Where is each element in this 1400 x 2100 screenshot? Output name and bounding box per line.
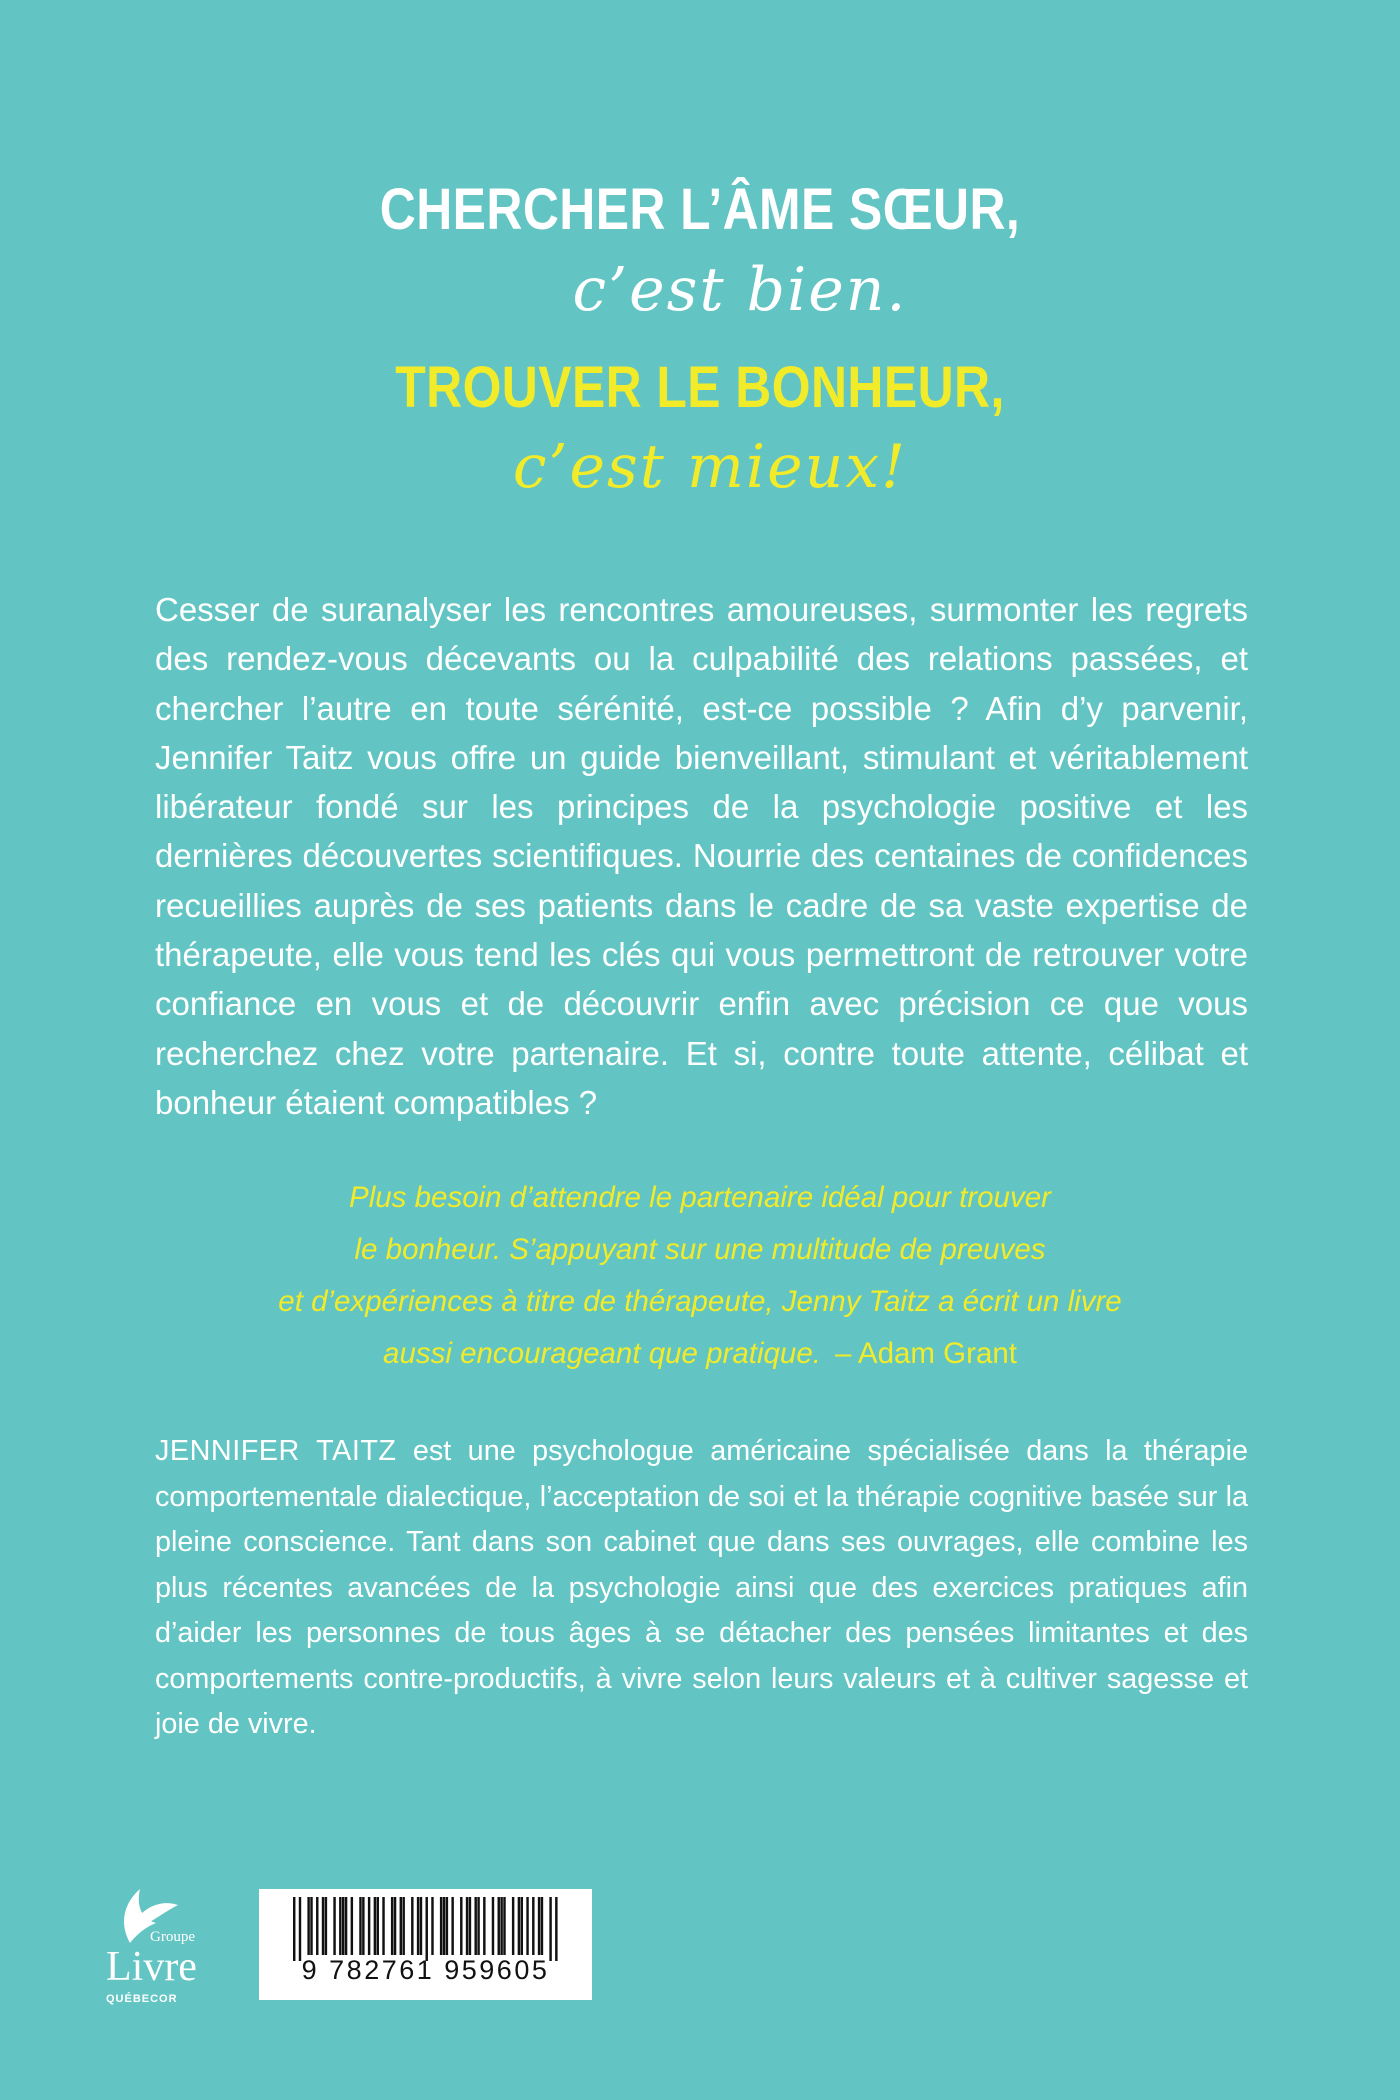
quote-author: – Adam Grant	[834, 1337, 1017, 1370]
barcode-bar	[374, 1897, 376, 1955]
barcode-bar	[446, 1897, 448, 1955]
barcode-bar	[299, 1897, 301, 1961]
barcode-bar	[426, 1897, 428, 1961]
endorsement-quote	[0, 1172, 1400, 1380]
barcode-bar	[541, 1897, 543, 1955]
headline-line-4: c’est mieux!	[512, 432, 908, 502]
barcode-bar	[503, 1897, 505, 1955]
barcode-bar	[492, 1897, 494, 1955]
headline-line-2: c’est bien.	[572, 255, 908, 325]
quote-line: le bonheur. S’appuyant sur une multitude de preuves	[354, 1233, 1046, 1266]
barcode-bar	[402, 1897, 404, 1955]
barcode-bar	[339, 1897, 341, 1955]
publisher-logo	[92, 1885, 232, 2015]
barcode-bar	[555, 1897, 557, 1961]
barcode-bar	[420, 1897, 422, 1955]
author-bio	[155, 1429, 1248, 1748]
barcode-bar	[532, 1897, 534, 1955]
quote-line: Plus besoin d’attendre le partenaire idéal pour trouver	[349, 1181, 1051, 1214]
barcode-bar	[293, 1897, 295, 1961]
logo-groupe-text: Groupe	[150, 1929, 195, 1945]
barcode-bar	[477, 1897, 479, 1955]
barcode-bar	[500, 1897, 502, 1955]
barcode-bar	[359, 1897, 361, 1955]
book-description: Cesser de suranalyser les rencontres amoureuses, surmonter les regrets des rendez-vous décevants ou la culpabilité des relations passées, et chercher l’autre en toute sérénité, est-ce possible ? Afin d’y parvenir, Jennifer Taitz vous offre un guide bienveillant, stimulant et véritablement libérateur fondé sur les principes de la psychologie positive et les dernières découvertes scientifiques. Nourrie des centaines de confidences recueillies auprès de ses patients dans le cadre de sa vaste expertise de thérapeute, elle vous tend les clés qui vous permettront de retrouver votre confiance en vous et de découvrir enfin avec précision ce que vous recherchez chez votre partenaire. Et si, contre toute attente, célibat et bonheur étaient compatibles ?	[155, 591, 1248, 1121]
barcode-bar	[440, 1897, 442, 1955]
barcode-bar	[377, 1897, 379, 1955]
barcode-bar	[431, 1897, 433, 1955]
isbn-barcode	[259, 1889, 592, 2000]
barcode-bar	[526, 1897, 528, 1955]
author-bio-text: est une psychologue américaine spécialisée dans la thérapie comportementale dialectique, l’acceptation de soi et la thérapie cognitive basée sur la pleine conscience. Tant dans son cabinet que dans ses ouvrages, elle combine les plus récentes avancées de la psychologie ainsi que des exercices pratiques afin d’aider les personnes de tous âges à se détacher des pensées limitantes et des comportements contre-productifs, à vivre selon leurs valeurs et à cultiver sagesse et joie de vivre.	[155, 1435, 1248, 1740]
barcode-bar	[342, 1897, 344, 1955]
headline-line-1: CHERCHER L’ÂME SŒUR,	[379, 177, 1021, 242]
barcode-bar	[460, 1897, 462, 1955]
barcode-bar	[310, 1897, 312, 1955]
barcode-bar	[345, 1897, 347, 1955]
barcode-bar	[466, 1897, 468, 1955]
barcode-bar	[498, 1897, 500, 1955]
barcode-bar	[518, 1897, 520, 1955]
barcode-bar	[521, 1897, 523, 1955]
barcode-bar	[400, 1897, 402, 1955]
barcode-bar	[307, 1897, 309, 1955]
barcode-bar	[483, 1897, 485, 1955]
barcode-bar	[549, 1897, 551, 1961]
barcode-bar	[394, 1897, 396, 1955]
barcode-bar	[443, 1897, 445, 1955]
barcode-bar	[333, 1897, 335, 1955]
author-name: JENNIFER TAITZ	[155, 1435, 397, 1467]
quote-text: aussi encourageant que pratique.	[383, 1337, 821, 1370]
barcode-bar	[417, 1897, 419, 1955]
barcode-bar	[469, 1897, 471, 1955]
barcode-bar	[474, 1897, 476, 1955]
logo-quebecor-text: QUÉBECOR	[106, 1993, 178, 2005]
barcode-bar	[512, 1897, 514, 1955]
barcode-bar	[368, 1897, 370, 1955]
headline-line-3: TROUVER LE BONHEUR,	[395, 355, 1005, 420]
barcode-bar	[325, 1897, 327, 1955]
barcode-bar	[451, 1897, 453, 1955]
barcode-bar	[322, 1897, 324, 1955]
quote-line: et d’expériences à titre de thérapeute, Jenny Taitz a écrit un livre	[278, 1285, 1122, 1318]
barcode-bar	[382, 1897, 384, 1955]
barcode-bar	[316, 1897, 318, 1955]
barcode-bar	[538, 1897, 540, 1955]
barcode-bar	[351, 1897, 353, 1955]
barcode-bar	[391, 1897, 393, 1955]
barcode-bar	[411, 1897, 413, 1955]
isbn-number: 9 782761 959605	[301, 1955, 550, 1985]
barcode-bar	[362, 1897, 364, 1955]
quote-line-last	[0, 1328, 1400, 1380]
logo-livre-text: Livre	[106, 1944, 197, 1990]
